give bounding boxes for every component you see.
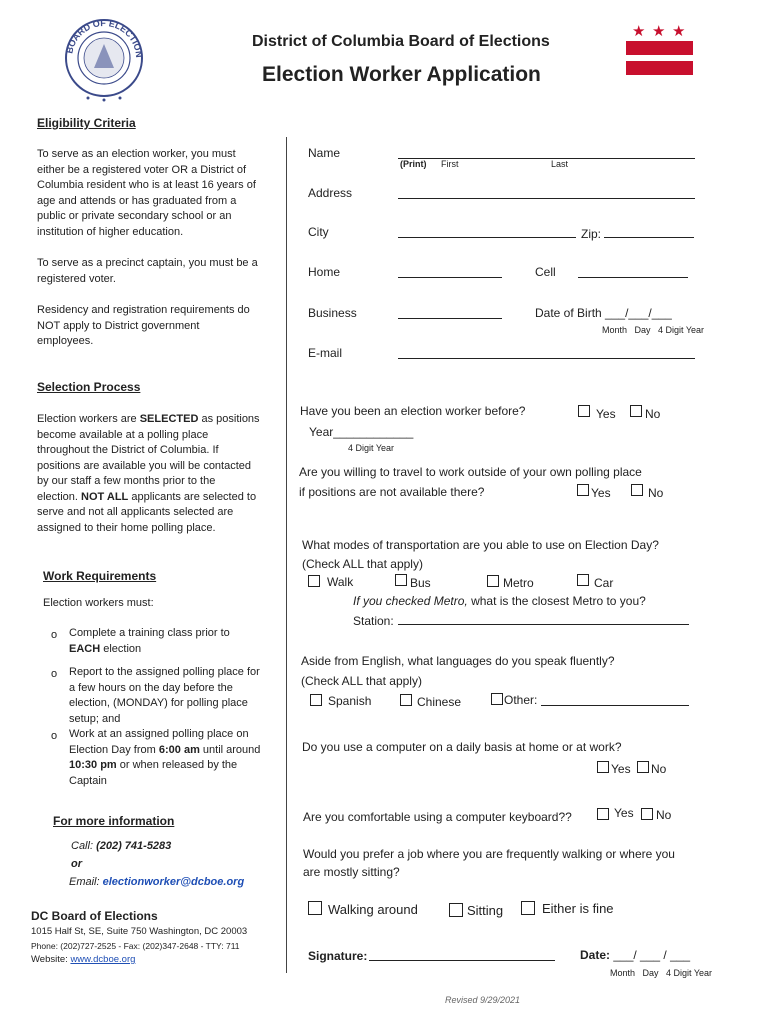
footer-phones: Phone: (202)727-2525 - Fax: (202)347-2648 - TTY: 711 [31, 941, 240, 951]
email-link[interactable]: electionworker@dcboe.org [102, 876, 245, 888]
cell-phone-field[interactable] [578, 277, 688, 278]
text-line: assigned to their home polling place. [37, 521, 216, 534]
text-line: Complete a training class prior to [69, 627, 230, 639]
keyboard-no-label: No [656, 808, 672, 822]
revised-note: Revised 9/29/2021 [445, 995, 521, 1005]
text-line: institution of higher education. [37, 225, 184, 238]
org-heading: District of Columbia Board of Elections [252, 33, 550, 50]
travel-no-label: No [648, 486, 664, 500]
city-label: City [308, 225, 329, 239]
prev-worker-no-checkbox[interactable] [630, 405, 642, 417]
text-line: become available at a polling place [37, 428, 209, 441]
zip-label: Zip: [581, 227, 602, 241]
either-checkbox[interactable] [521, 901, 535, 915]
footer-website: Website: www.dcboe.org [31, 954, 136, 965]
work-bullet-2 [69, 665, 260, 727]
text-line: age and attends or has graduated from a [37, 194, 237, 207]
text-line: Residency and registration requirements do [37, 304, 250, 316]
travel-yes-label: Yes [591, 486, 611, 500]
travel-no-checkbox[interactable] [631, 484, 643, 496]
selection-text [37, 412, 260, 536]
spanish-checkbox[interactable] [310, 694, 322, 706]
text-line: a few hours on the day before the [69, 681, 233, 694]
text-line: by our staff a few months prior to the [37, 475, 216, 487]
text-line: election, (MONDAY) for polling place [69, 697, 248, 709]
or-text: or [71, 858, 82, 870]
name-label: Name [308, 146, 341, 160]
work-intro: Election workers must: [43, 597, 154, 609]
q-previous-worker: Have you been an election worker before? [300, 404, 526, 418]
signature-field[interactable] [369, 960, 555, 961]
chinese-label: Chinese [417, 695, 462, 709]
star-icon: ★ [652, 23, 666, 40]
prev-worker-no-label: No [645, 407, 661, 421]
zip-field[interactable] [604, 237, 694, 238]
metro-label: Metro [503, 576, 534, 590]
bus-checkbox[interactable] [395, 574, 407, 586]
selection-heading: Selection Process [37, 380, 141, 394]
text-line: Election Day from 6:00 am until around [69, 743, 261, 756]
date-sublabel: Month Day 4 Digit Year [610, 968, 713, 978]
home-phone-field[interactable] [398, 277, 502, 278]
q-computer-use: Do you use a computer on a daily basis at home or at work? [302, 740, 622, 754]
text-line: Election workers are SELECTED as positions [37, 413, 260, 425]
text-line: registered voter. [37, 272, 116, 285]
text-line: positions are available you will be contacted [37, 459, 252, 472]
text-line: Work at an assigned polling place on [69, 728, 249, 740]
phone-number: (202) 741-5283 [96, 840, 172, 852]
text-line: setup; and [69, 712, 121, 725]
bullet-icon: o [51, 730, 58, 742]
sitting-label: Sitting [467, 903, 504, 918]
either-label: Either is fine [542, 901, 614, 916]
text-line: Columbia resident who is at least 16 years of [37, 179, 256, 191]
svg-text:BOARD OF ELECTIONS: BOARD OF ELECTION [64, 17, 145, 59]
date-label: Date: ___/ ___ / ___ [580, 948, 691, 962]
board-seal [58, 14, 150, 104]
dob-field[interactable]: ___/___/___ [605, 306, 672, 320]
q-languages: Aside from English, what languages do you speak fluently? [301, 654, 615, 668]
q-walk-sit-line2: are mostly sitting? [303, 865, 400, 879]
call-line: Call: (202) 741-5283 [71, 840, 172, 852]
prev-worker-yes-label: Yes [596, 407, 616, 421]
column-divider [286, 137, 287, 973]
work-bullet-1 [69, 626, 230, 657]
keyboard-yes-checkbox[interactable] [597, 808, 609, 820]
email-field[interactable] [398, 358, 695, 359]
station-field[interactable] [398, 624, 689, 625]
q-travel-line1: Are you willing to travel to work outside of your own polling place [299, 465, 642, 479]
walking-checkbox[interactable] [308, 901, 322, 915]
text-line: To serve as an election worker, you must [37, 148, 236, 160]
website-link[interactable]: www.dcboe.org [70, 954, 136, 965]
text-line: To serve as a precinct captain, you must be a [37, 257, 258, 269]
info-heading: For more information [53, 814, 175, 828]
text-line: throughout the District of Columbia. If [37, 444, 219, 456]
q-travel-line2: if positions are not available there? [299, 485, 485, 499]
home-label: Home [308, 265, 341, 279]
keyboard-no-checkbox[interactable] [641, 808, 653, 820]
page-title: Election Worker Application [262, 63, 541, 86]
station-label: Station: [353, 614, 394, 628]
business-phone-field[interactable] [398, 318, 502, 319]
computer-yes-checkbox[interactable] [597, 761, 609, 773]
sitting-checkbox[interactable] [449, 903, 463, 917]
email-label: E-mail [308, 346, 343, 360]
q-walk-sit-line1: Would you prefer a job where you are frequently walking or where you [303, 847, 675, 861]
q-transport: What modes of transportation are you able to use on Election Day? [302, 538, 659, 552]
text-line: employees. [37, 335, 94, 347]
text-line: EACH election [69, 642, 142, 655]
bullet-icon: o [51, 668, 58, 680]
spanish-label: Spanish [328, 694, 372, 708]
cell-label: Cell [535, 265, 556, 279]
eligibility-heading: Eligibility Criteria [37, 116, 136, 130]
text-line: serve and not all applicants selected are [37, 506, 234, 518]
captain-text [37, 256, 258, 287]
walking-label: Walking around [328, 902, 418, 917]
bullet-icon: o [51, 629, 58, 641]
walk-label: Walk [327, 575, 354, 589]
text-line: Captain [69, 774, 107, 787]
computer-no-checkbox[interactable] [637, 761, 649, 773]
first-label: First [441, 159, 459, 169]
text-line: Report to the assigned polling place for [69, 666, 260, 678]
business-label: Business [308, 306, 357, 320]
text-line: 10:30 pm or when released by the [69, 759, 238, 771]
metro-question: If you checked Metro, what is the closest Metro to you? [353, 594, 646, 608]
address-field[interactable] [398, 198, 695, 199]
text-line: election. NOT ALL applicants are selected to [37, 490, 257, 503]
text-line: either be a registered voter OR a District of [37, 163, 247, 176]
travel-yes-checkbox[interactable] [577, 484, 589, 496]
other-language-checkbox[interactable] [491, 693, 503, 705]
bus-label: Bus [410, 576, 431, 590]
walk-checkbox[interactable] [308, 575, 320, 587]
other-language-label: Other: [504, 693, 538, 707]
chinese-checkbox[interactable] [400, 694, 412, 706]
city-field[interactable] [398, 237, 576, 238]
date-field[interactable]: ___/ ___ / ___ [613, 948, 691, 962]
transport-check-all: (Check ALL that apply) [302, 557, 423, 571]
prev-worker-yes-checkbox[interactable] [578, 405, 590, 417]
dob-sublabel: Month Day 4 Digit Year [602, 325, 705, 335]
eligibility-text [37, 147, 282, 240]
residency-text [37, 303, 250, 350]
address-label: Address [308, 186, 353, 200]
year-field[interactable]: Year____________ [309, 425, 414, 439]
computer-no-label: No [651, 762, 667, 776]
languages-check-all: (Check ALL that apply) [301, 674, 422, 688]
dob-label: Date of Birth ___/___/___ [535, 306, 672, 320]
text-line: NOT apply to District government [37, 319, 200, 332]
q-keyboard: Are you comfortable using a computer keyboard?? [303, 810, 572, 824]
car-label: Car [594, 576, 614, 590]
metro-checkbox[interactable] [487, 575, 499, 587]
footer-org: DC Board of Elections [31, 909, 158, 923]
keyboard-yes-label: Yes [614, 806, 634, 820]
print-label: (Print) [400, 159, 427, 169]
star-icon: ★ [672, 23, 686, 40]
footer-address: 1015 Half St, SE, Suite 750 Washington, DC 20003 [31, 926, 248, 937]
year-sublabel: 4 Digit Year [348, 443, 395, 453]
car-checkbox[interactable] [577, 574, 589, 586]
last-label: Last [551, 159, 569, 169]
work-bullet-3 [69, 727, 260, 789]
star-icon: ★ [632, 23, 646, 40]
other-language-field[interactable] [541, 705, 689, 706]
computer-yes-label: Yes [611, 762, 631, 776]
email-line: Email: electionworker@dcboe.org [69, 876, 245, 888]
work-heading: Work Requirements [43, 569, 157, 583]
signature-label: Signature: [308, 949, 368, 963]
text-line: public or private secondary school or an [37, 210, 232, 222]
